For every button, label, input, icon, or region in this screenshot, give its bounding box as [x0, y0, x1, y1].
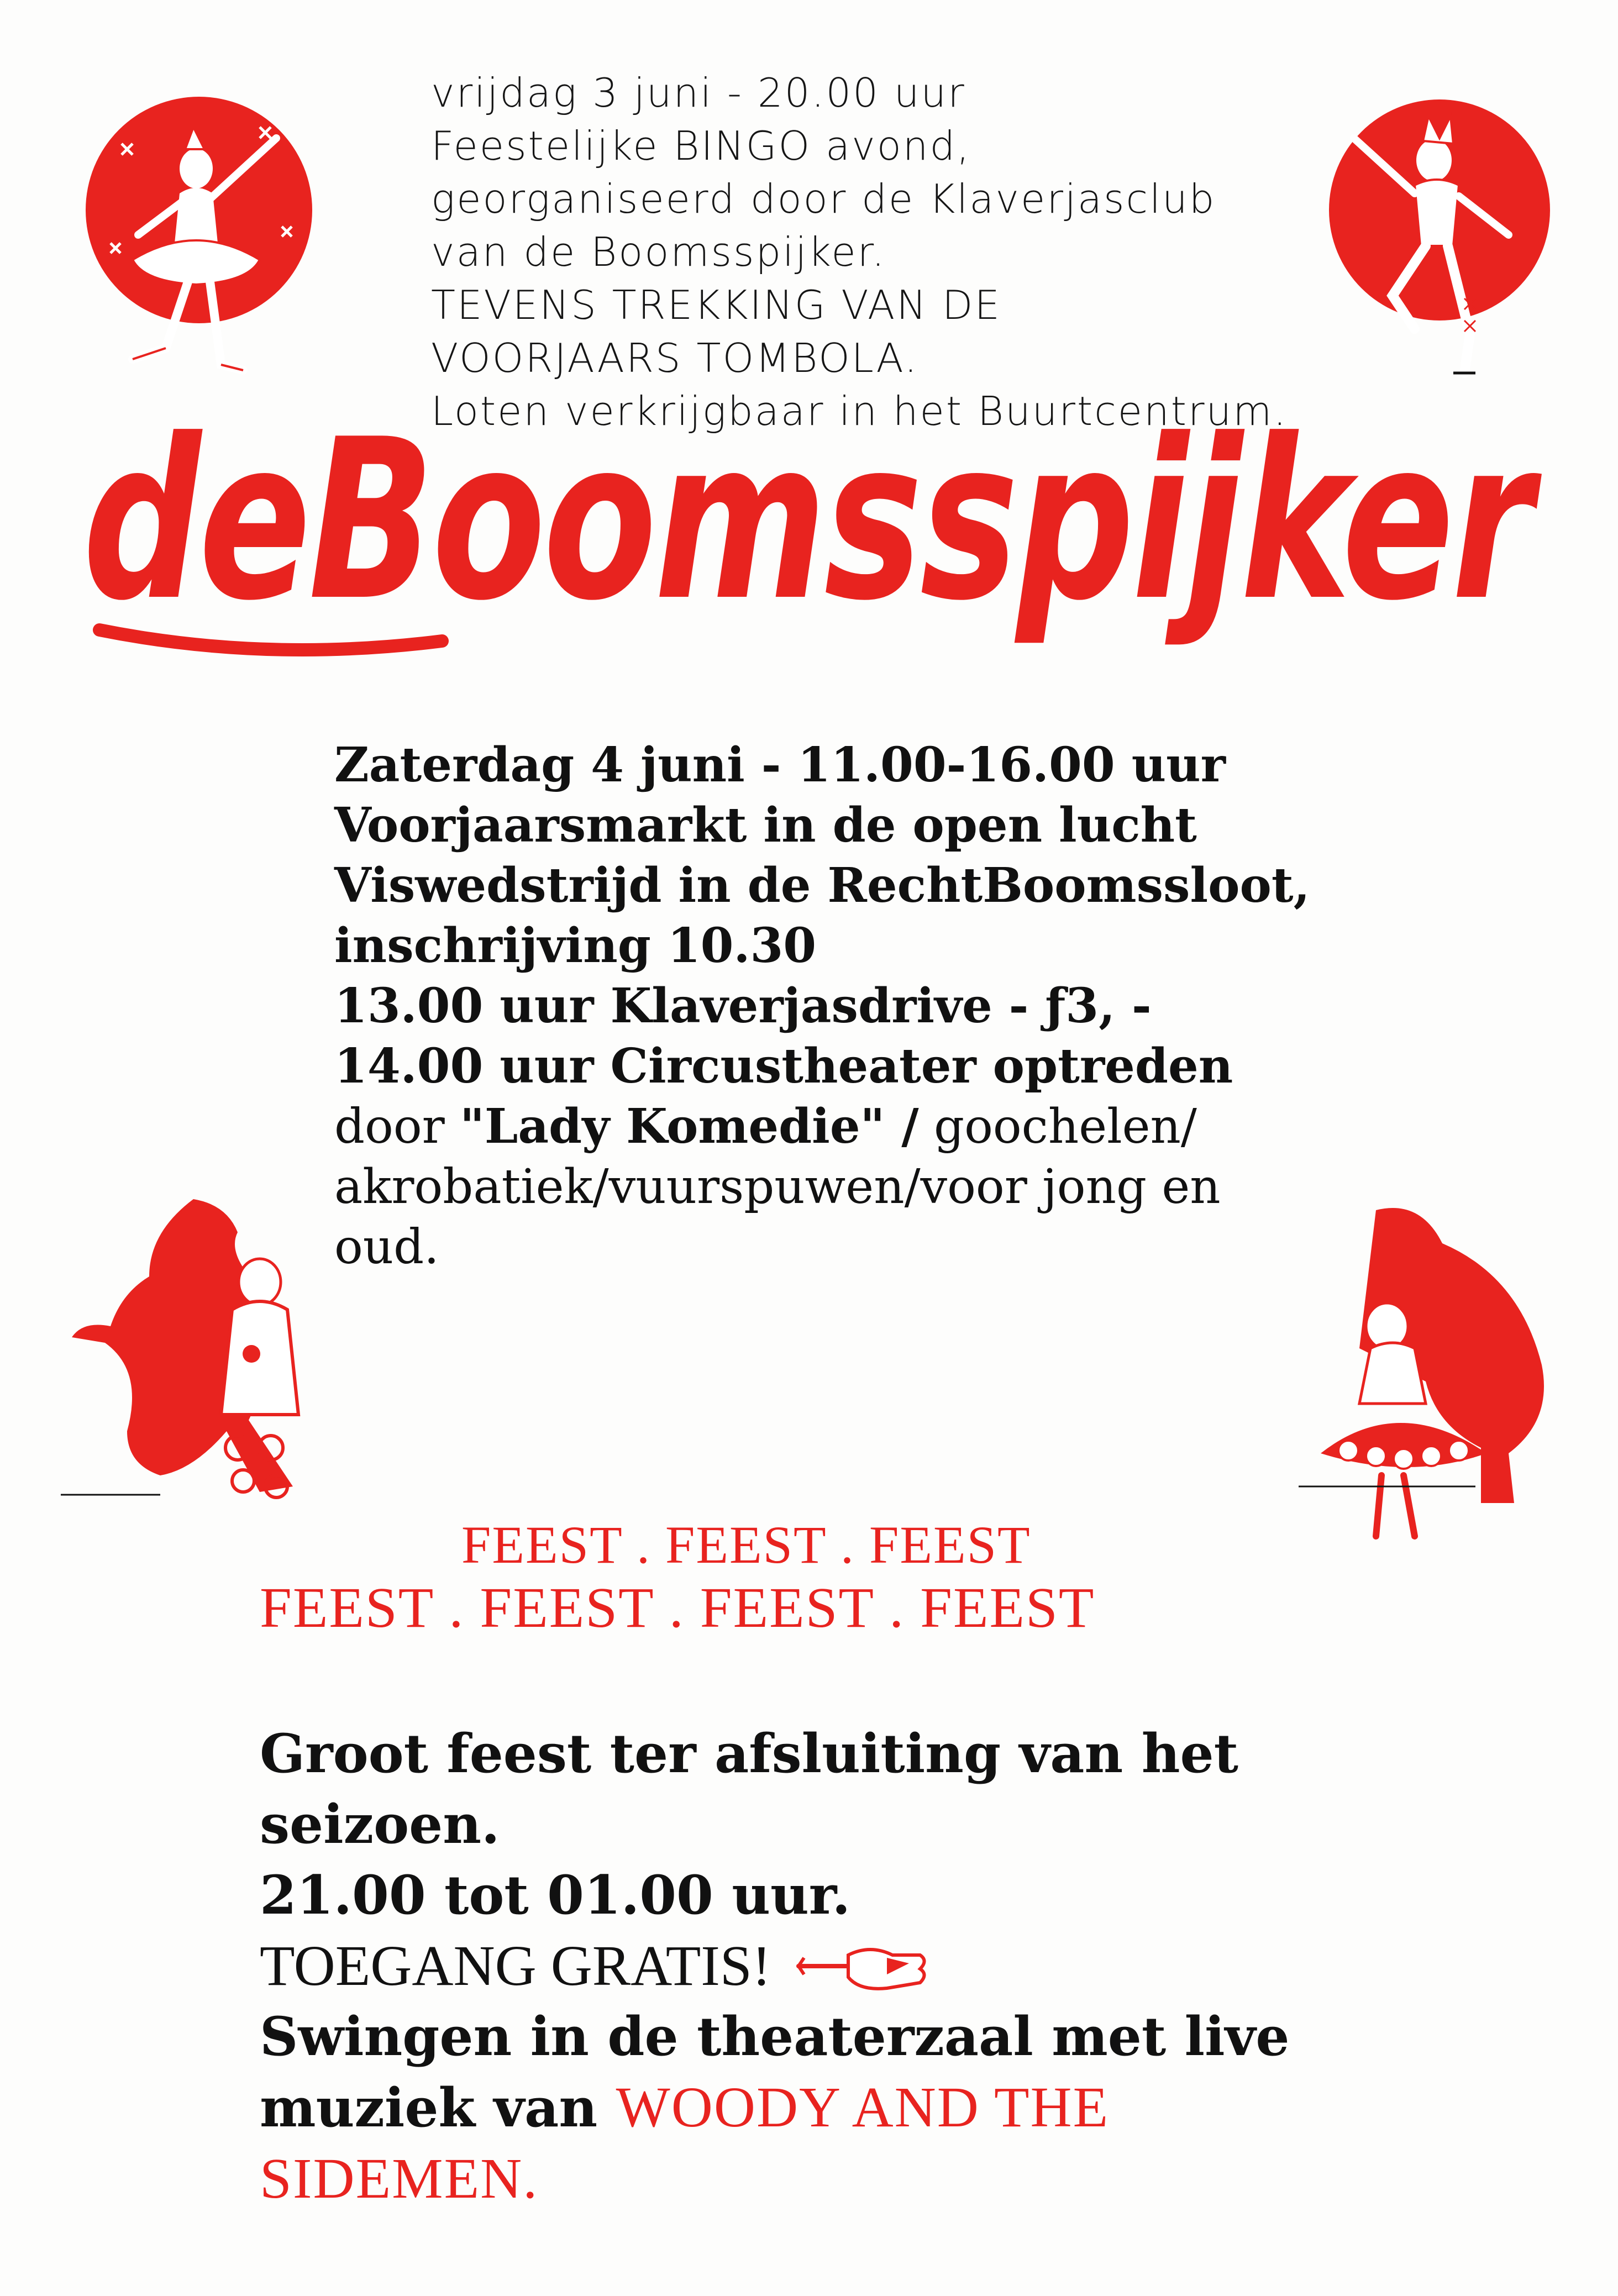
top-notice-line: van de Boomsspijker. — [431, 229, 886, 275]
feest-line-1: FEEST . FEEST . FEEST — [461, 1515, 1031, 1574]
top-notice-line: Feestelijke BINGO avond, — [431, 123, 971, 169]
top-notice-line: Loten verkrijgbaar in het Buurtcentrum. — [431, 388, 1288, 434]
saturday-line: 14.00 uur Circustheater optreden — [334, 1038, 1233, 1094]
saturday-line — [334, 1096, 1384, 1157]
saturday-line: akrobatiek/vuurspuwen/voor jong en — [334, 1159, 1221, 1215]
top-notice-line: vrijdag 3 juni - 20.00 uur — [431, 70, 966, 116]
masthead-title: deBoomsspijker — [83, 398, 1542, 649]
saturday-line-part: "Lady Komedie" / — [460, 1099, 919, 1154]
band-name: WOODY AND THE — [616, 2076, 1110, 2139]
saturday-line: Voorjaarsmarkt in de open lucht — [334, 797, 1197, 853]
pierrot-couple-illustration — [61, 1188, 381, 1531]
saturday-line: inschrijving 10.30 — [334, 918, 817, 974]
top-notice-line: georganiseerd door de Klaverjasclub — [431, 176, 1216, 222]
closing-line-part: muziek van — [260, 2077, 616, 2139]
saturday-line-part: door — [334, 1099, 460, 1154]
closing-line — [260, 2072, 1475, 2143]
saturday-program — [334, 735, 1384, 1278]
saturday-line-part: goochelen/ — [918, 1099, 1197, 1154]
top-notice — [431, 66, 1343, 438]
closing-line: 21.00 tot 01.00 uur. — [260, 1864, 850, 1926]
saturday-line: 13.00 uur Klaverjasdrive - ƒ3, - — [334, 978, 1152, 1034]
closing-line: seizoen. — [260, 1793, 500, 1856]
pointing-hand-icon — [793, 1936, 937, 1996]
band-name: SIDEMEN. — [260, 2147, 539, 2210]
closing-line — [260, 1931, 1475, 2001]
toegang-text: TOEGANG GRATIS! — [260, 1934, 771, 1998]
top-notice-line: VOORJAARS TOMBOLA. — [431, 335, 919, 381]
feest-line-2: FEEST . FEEST . FEEST . FEEST — [260, 1576, 1095, 1640]
masthead — [66, 398, 1558, 740]
closing-line: Swingen in de theaterzaal met live — [260, 2005, 1290, 2068]
top-notice-line: TEVENS TREKKING VAN DE — [431, 282, 1001, 328]
saturday-line: Zaterdag 4 juni - 11.00-16.00 uur — [334, 737, 1226, 793]
saturday-line: oud. — [334, 1220, 439, 1275]
harlequin-illustration — [1315, 61, 1564, 392]
closing-line — [260, 2143, 1475, 2215]
dancing-couple-illustration — [1288, 1177, 1597, 1553]
ballerina-illustration — [72, 61, 326, 392]
saturday-line: Viswedstrijd in de RechtBoomssloot, — [334, 858, 1310, 913]
closing-line: Groot feest ter afsluiting van het — [260, 1722, 1238, 1785]
closing-block — [260, 1719, 1475, 2215]
